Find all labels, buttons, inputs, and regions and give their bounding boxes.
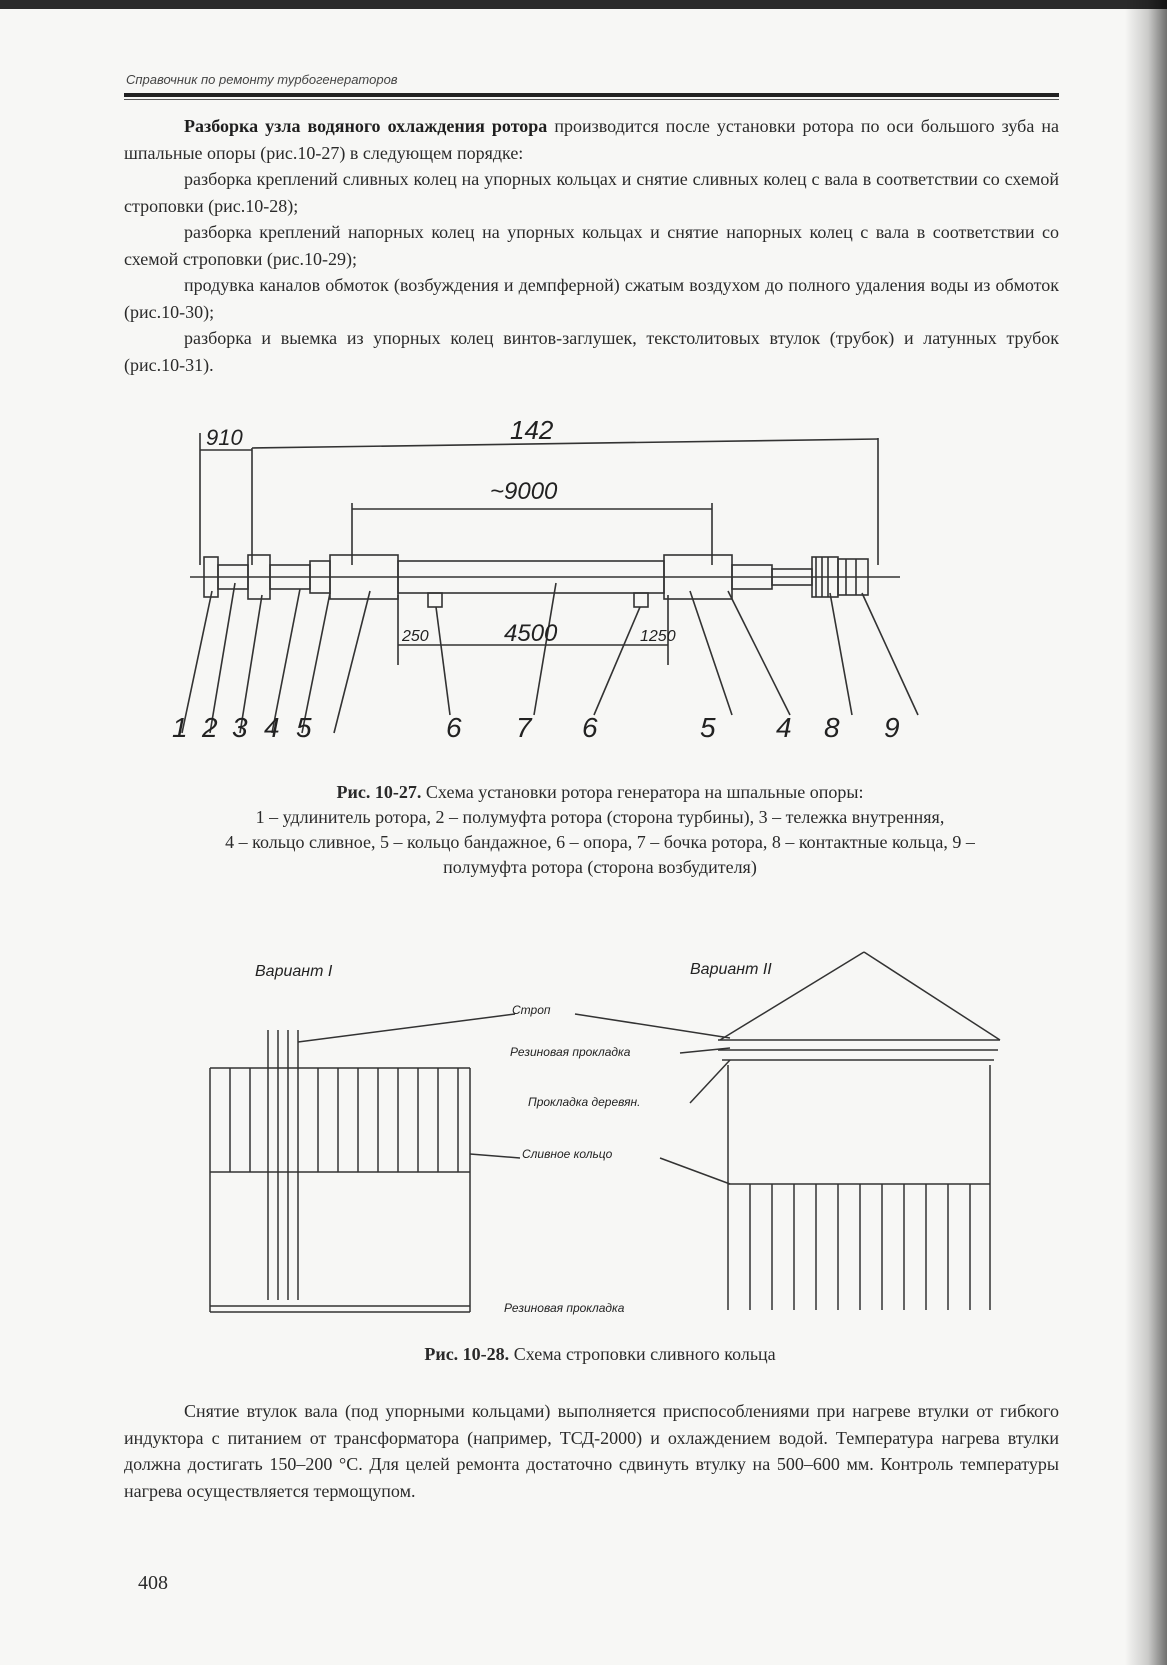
- caption-10-28: [200, 1342, 1000, 1367]
- caption-10-27-title: Рис. 10-27. Схема установки ротора генератора на шпальные опоры:: [336, 782, 864, 802]
- callout-3: 3: [232, 712, 248, 743]
- figure-10-27: [0, 415, 1167, 755]
- intro-paragraph: [124, 113, 1059, 166]
- label-wood-pad: Прокладка деревян.: [528, 1095, 641, 1109]
- caption-10-28-number: Рис. 10-28.: [424, 1344, 510, 1364]
- variant-2-label: Вариант II: [690, 961, 772, 978]
- label-rubber-bottom: Резиновая прокладка: [504, 1301, 625, 1315]
- dim-center: 4500: [504, 620, 558, 647]
- figure-10-28: [0, 940, 1167, 1320]
- callout-5: 5: [296, 712, 312, 743]
- caption-10-28-title: Схема строповки сливного кольца: [509, 1344, 776, 1364]
- binding-shadow: [1125, 0, 1167, 1665]
- dim-span: ~9000: [490, 478, 558, 505]
- callout-8: 8: [824, 712, 840, 743]
- label-drain-ring: Сливное кольцо: [522, 1147, 613, 1161]
- callout-2: 2: [202, 712, 218, 743]
- callout-6a: 6: [446, 712, 462, 743]
- step-4: разборка и выемка из упорных колец винтов-заглушек, текстолитовых втулок (трубок) и латунных трубок (рис.10-31).: [124, 328, 1059, 375]
- callout-1: 1: [172, 712, 188, 743]
- callout-7: 7: [516, 712, 532, 743]
- dim-inner-left: 250: [402, 628, 429, 645]
- closing-text: [124, 1398, 1059, 1504]
- header-rule-thin: [124, 99, 1059, 100]
- caption-10-27-number: Рис. 10-27.: [336, 782, 422, 802]
- scan-edge: [0, 0, 1167, 9]
- intro-lead: Разборка узла водяного охлаждения ротора: [184, 116, 548, 136]
- step-3: продувка каналов обмоток (возбуждения и демпферной) сжатым воздухом до полного удаления воды из обмоток (рис.10-30);: [124, 275, 1059, 322]
- intro-lead-rest: производится после установки ротора по оси большого зуба на шпальные опоры (рис.10-27) в следующем порядке:: [124, 116, 1059, 163]
- step-1: разборка креплений сливных колец на упорных кольцах и снятие сливных колец с вала в соответствии со схемой строповки (рис.10-28);: [124, 169, 1059, 216]
- dim-left: 910: [206, 425, 243, 450]
- caption-10-27-legend-2: 4 – кольцо сливное, 5 – кольцо бандажное, 6 – опора, 7 – бочка ротора, 8 – контактные кольца, 9 – полумуфта ротора (сторона возбудителя): [225, 832, 975, 877]
- callout-4b: 4: [776, 712, 792, 743]
- label-sling: Строп: [512, 1003, 551, 1017]
- intro-text: [124, 113, 1059, 378]
- callout-6b: 6: [582, 712, 598, 743]
- caption-10-27-legend-1: 1 – удлинитель ротора, 2 – полумуфта ротора (сторона турбины), 3 – тележка внутренняя,: [255, 807, 945, 827]
- dim-overall: 142: [510, 415, 554, 445]
- caption-10-27: [200, 780, 1000, 880]
- closing-paragraph: Снятие втулок вала (под упорными кольцами) выполняется приспособлениями при нагреве втулки от гибкого индуктора с питанием от трансформатора (например, ТСД-2000) и охлаждением водой. Температура нагрева втулки должна достигать 150–200 °С. Для целей ремонта достаточно сдвинуть втулку на 500–600 мм. Контроль температуры нагрева осуществляется термощупом.: [124, 1401, 1059, 1501]
- running-header: Справочник по ремонту турбогенераторов: [126, 72, 398, 87]
- variant-1-label: Вариант I: [255, 963, 333, 980]
- page-number: 408: [138, 1572, 168, 1594]
- callout-5b: 5: [700, 712, 716, 743]
- callout-4: 4: [264, 712, 280, 743]
- header-rule: [124, 93, 1059, 97]
- callout-9: 9: [884, 712, 900, 743]
- dim-inner-right: 1250: [640, 628, 676, 645]
- sling-drawing: [0, 940, 1167, 1320]
- rotor-drawing: [0, 415, 1167, 755]
- step-2: разборка креплений напорных колец на упорных кольцах и снятие напорных колец с вала в соответствии со схемой строповки (рис.10-29);: [124, 222, 1059, 269]
- label-rubber-pad: Резиновая прокладка: [510, 1045, 631, 1059]
